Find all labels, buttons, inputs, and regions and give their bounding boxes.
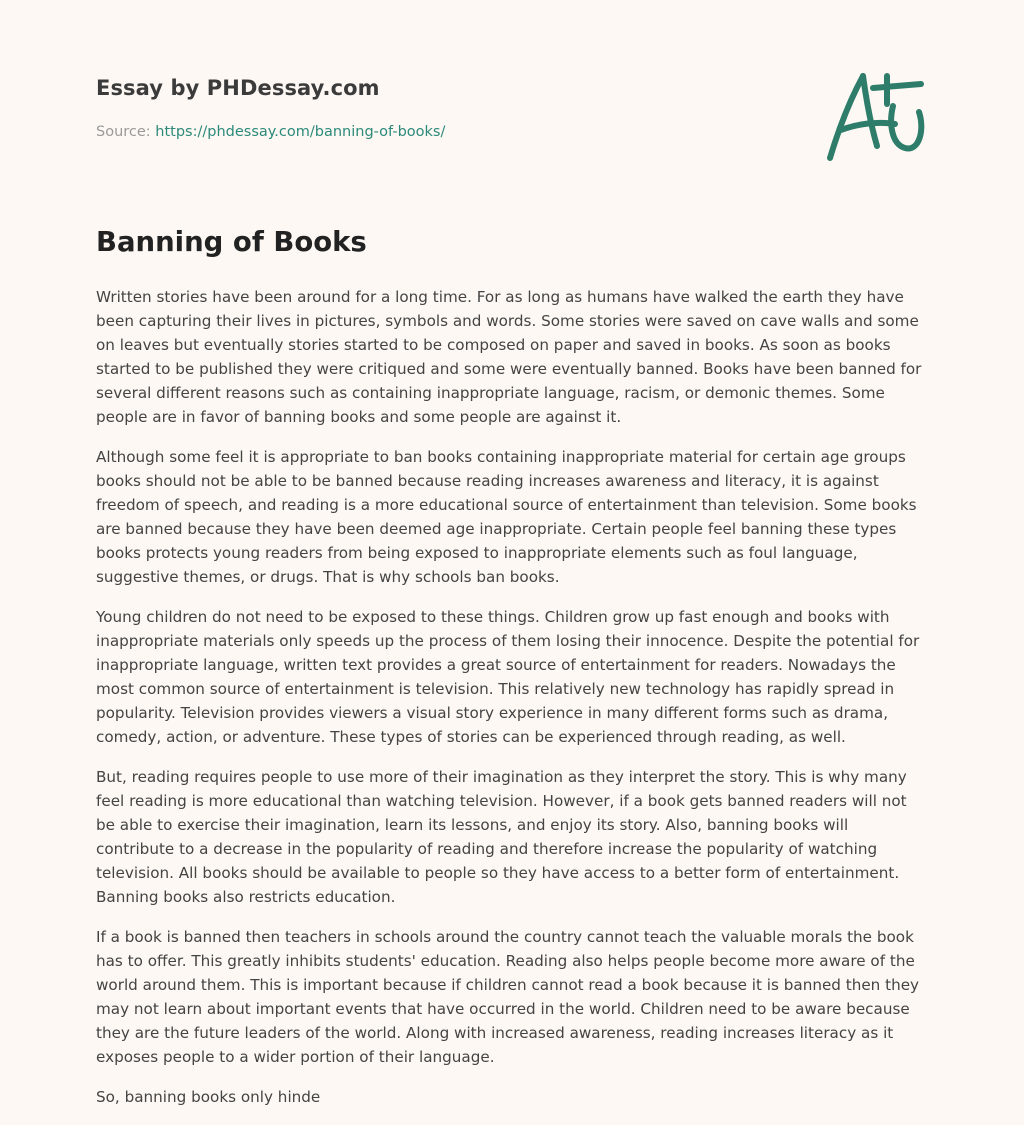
- source-label: Source:: [96, 124, 151, 140]
- essay-paragraph: Written stories have been around for a long time. For as long as humans have walked the earth they have been capturing their lives in pictures, symbols and words. Some stories were saved on cave walls and some on leaves but eventually stories started to be composed on paper and saved in books. As soon as books started to be published they were critiqued and some were eventually banned. Books have been banned for several different reasons such as containing inappropriate language, racism, or demonic themes. Some people are in favor of banning books and some people are against it.: [96, 288, 922, 426]
- essay-title: Banning of Books: [96, 226, 367, 258]
- source-link[interactable]: https://phdessay.com/banning-of-books/: [155, 124, 446, 140]
- essay-paragraph: But, reading requires people to use more of their imagination as they interpret the story. This is why many feel reading is more educational than watching television. However, if a book gets banned readers will not be able to exercise their imagination, learn its lessons, and enjoy its story. Also, banning books will contribute to a decrease in the popularity of reading and therefore increase the popularity of watching television. All books should be available to people so they have access to a better form of entertainment. Banning books also restricts education.: [96, 768, 907, 906]
- source-line: [96, 124, 445, 140]
- a-plus-grade-icon: [821, 66, 931, 166]
- site-title: Essay by PHDessay.com: [96, 76, 380, 100]
- essay-paragraph: Although some feel it is appropriate to ban books containing inappropriate material for certain age groups books should not be able to be banned because reading increases awareness and literacy, it is against freedom of speech, and reading is a more educational source of entertainment than television. Some books are banned because they have been deemed age inappropriate. Certain people feel banning these types books protects young readers from being exposed to inappropriate elements such as foul language, suggestive themes, or drugs. That is why schools ban books.: [96, 448, 917, 586]
- essay-paragraph: Young children do not need to be exposed to these things. Children grow up fast enough and books with inappropriate materials only speeds up the process of them losing their innocence. Despite the potential for inappropriate language, written text provides a great source of entertainment for readers. Nowadays the most common source of entertainment is television. This relatively new technology has rapidly spread in popularity. Television provides viewers a visual story experience in many different forms such as drama, comedy, action, or adventure. These types of stories can be experienced through reading, as well.: [96, 608, 920, 746]
- essay-body: [96, 285, 928, 1125]
- essay-paragraph: So, banning books only hinde: [96, 1088, 321, 1106]
- essay-paragraph: If a book is banned then teachers in schools around the country cannot teach the valuable morals the book has to offer. This greatly inhibits students' education. Reading also helps people become more aware of the world around them. This is important because if children cannot read a book because it is banned then they may not learn about important events that have occurred in the world. Children need to be aware because they are the future leaders of the world. Along with increased awareness, reading increases literacy as it exposes people to a wider portion of their language.: [96, 928, 920, 1066]
